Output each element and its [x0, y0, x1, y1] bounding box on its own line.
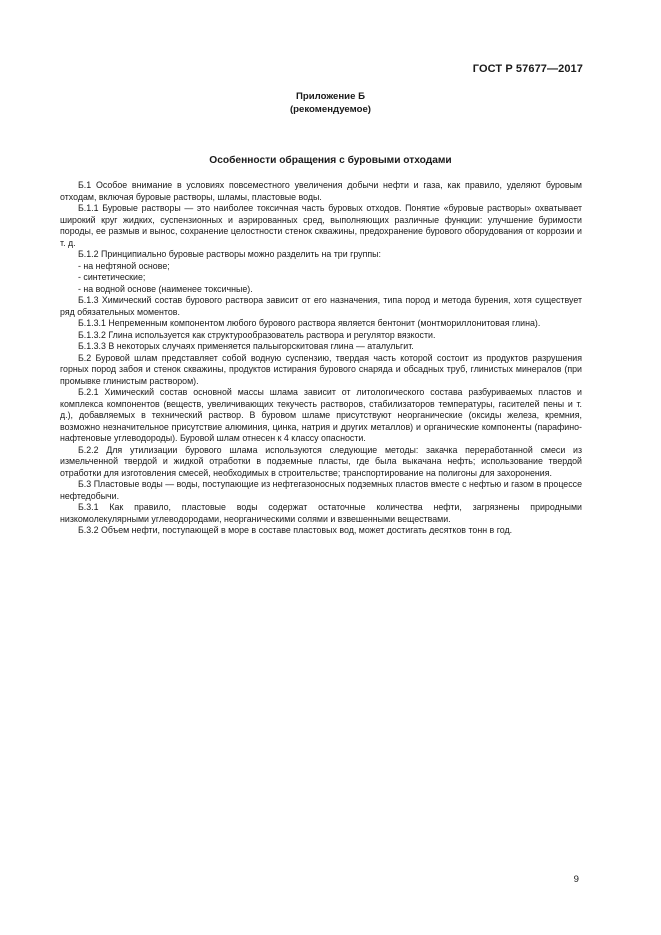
paragraph-b2: Б.2 Буровой шлам представляет собой водную суспензию, твердая часть которой состоит из продуктов разрушения горных пород забоя и стенок скважины, продуктов истирания бурового снаряда и обсадных труб, глинистых минералов (при промывке глинистым раствором).	[60, 352, 582, 386]
annex-heading	[0, 91, 661, 116]
paragraph-b1-3-1: Б.1.3.1 Непременным компонентом любого бурового раствора является бентонит (монтмориллонитовая глина).	[78, 318, 541, 328]
paragraph-b3: Б.3 Пластовые воды — воды, поступающие из нефтегазоносных подземных пластов вместе с нефтью и газом в процессе нефтедобычи.	[60, 479, 582, 501]
paragraph-b1: Б.1 Особое внимание в условиях повсеместного увеличения добычи нефти и газа, как правило, уделяют буровым отходам, включая буровые растворы, шламы, пластовые воды.	[60, 180, 582, 202]
paragraph-b2-2: Б.2.2 Для утилизации бурового шлама используются следующие методы: закачка переработанной смеси из измельченной твердой и жидкой отработки в подземные пласты, где была выкачана нефть; использование твердой отработки для изготовления смесей, необходимых в строительстве; транспортирование на полигоны для захоронения.	[60, 444, 582, 478]
body-text	[60, 180, 582, 537]
annex-title: Приложение Б	[296, 91, 365, 102]
annex-status: (рекомендуемое)	[289, 103, 371, 115]
paragraph-b1-2: Б.1.2 Принципиально буровые растворы можно разделить на три группы:	[78, 249, 381, 259]
paragraph-b1-1: Б.1.1 Буровые растворы — это наиболее токсичная часть буровых отходов. Понятие «буровые растворы» охватывает широкий круг жидких, суспензионных и аэрированных сред, выполняющих различные функции: улучшение буримости породы, ее размыв и вынос, сохранение целостности стенок скважины, предохранение бурового оборудования от коррозии и т. д.	[60, 203, 582, 248]
paragraph-b1-3-3: Б.1.3.3 В некоторых случаях применяется пальыгорскитовая глина — аталульгит.	[78, 341, 414, 351]
document-code: ГОСТ Р 57677—2017	[472, 63, 583, 75]
section-title: Особенности обращения с буровыми отходами	[209, 155, 452, 166]
page-number: 9	[573, 874, 579, 885]
paragraph-b1-3: Б.1.3 Химический состав бурового раствора зависит от его назначения, типа пород и метода бурения, хотя существует ряд обязательных моментов.	[60, 295, 582, 317]
list-item-water-based: - на водной основе (наименее токсичные).	[78, 283, 253, 294]
paragraph-b2-1: Б.2.1 Химический состав основной массы шлама зависит от литологического состава разбуриваемых пластов и комплекса компонентов (веществ, увеличивающих текучесть растворов, стабилизаторов температуры, гасителей пены и т. д.), добавляемых в технический раствор. В буровом шламе присутствуют неорганические (оксиды железа, кремния, возможно незначительное присутствие алюминия, цинка, натрия и других металлов) и органические компоненты (парафино-нафтеновые углеводороды). Буровой шлам отнесен к 4 классу опасности.	[60, 387, 582, 443]
paragraph-b3-2: Б.3.2 Объем нефти, поступающей в море в составе пластовых вод, может достигать десятков тонн в год.	[78, 525, 513, 535]
paragraph-b3-1: Б.3.1 Как правило, пластовые воды содержат остаточные количества нефти, загрязнены природными низкомолекулярными углеводородами, неорганическими солями и взвешенными веществами.	[60, 502, 582, 524]
list-item-oil-based: - на нефтяной основе;	[78, 260, 170, 271]
paragraph-b1-3-2: Б.1.3.2 Глина используется как структурообразователь раствора и регулятор вязкости.	[78, 329, 436, 340]
list-item-synthetic: - синтетические;	[78, 272, 146, 282]
